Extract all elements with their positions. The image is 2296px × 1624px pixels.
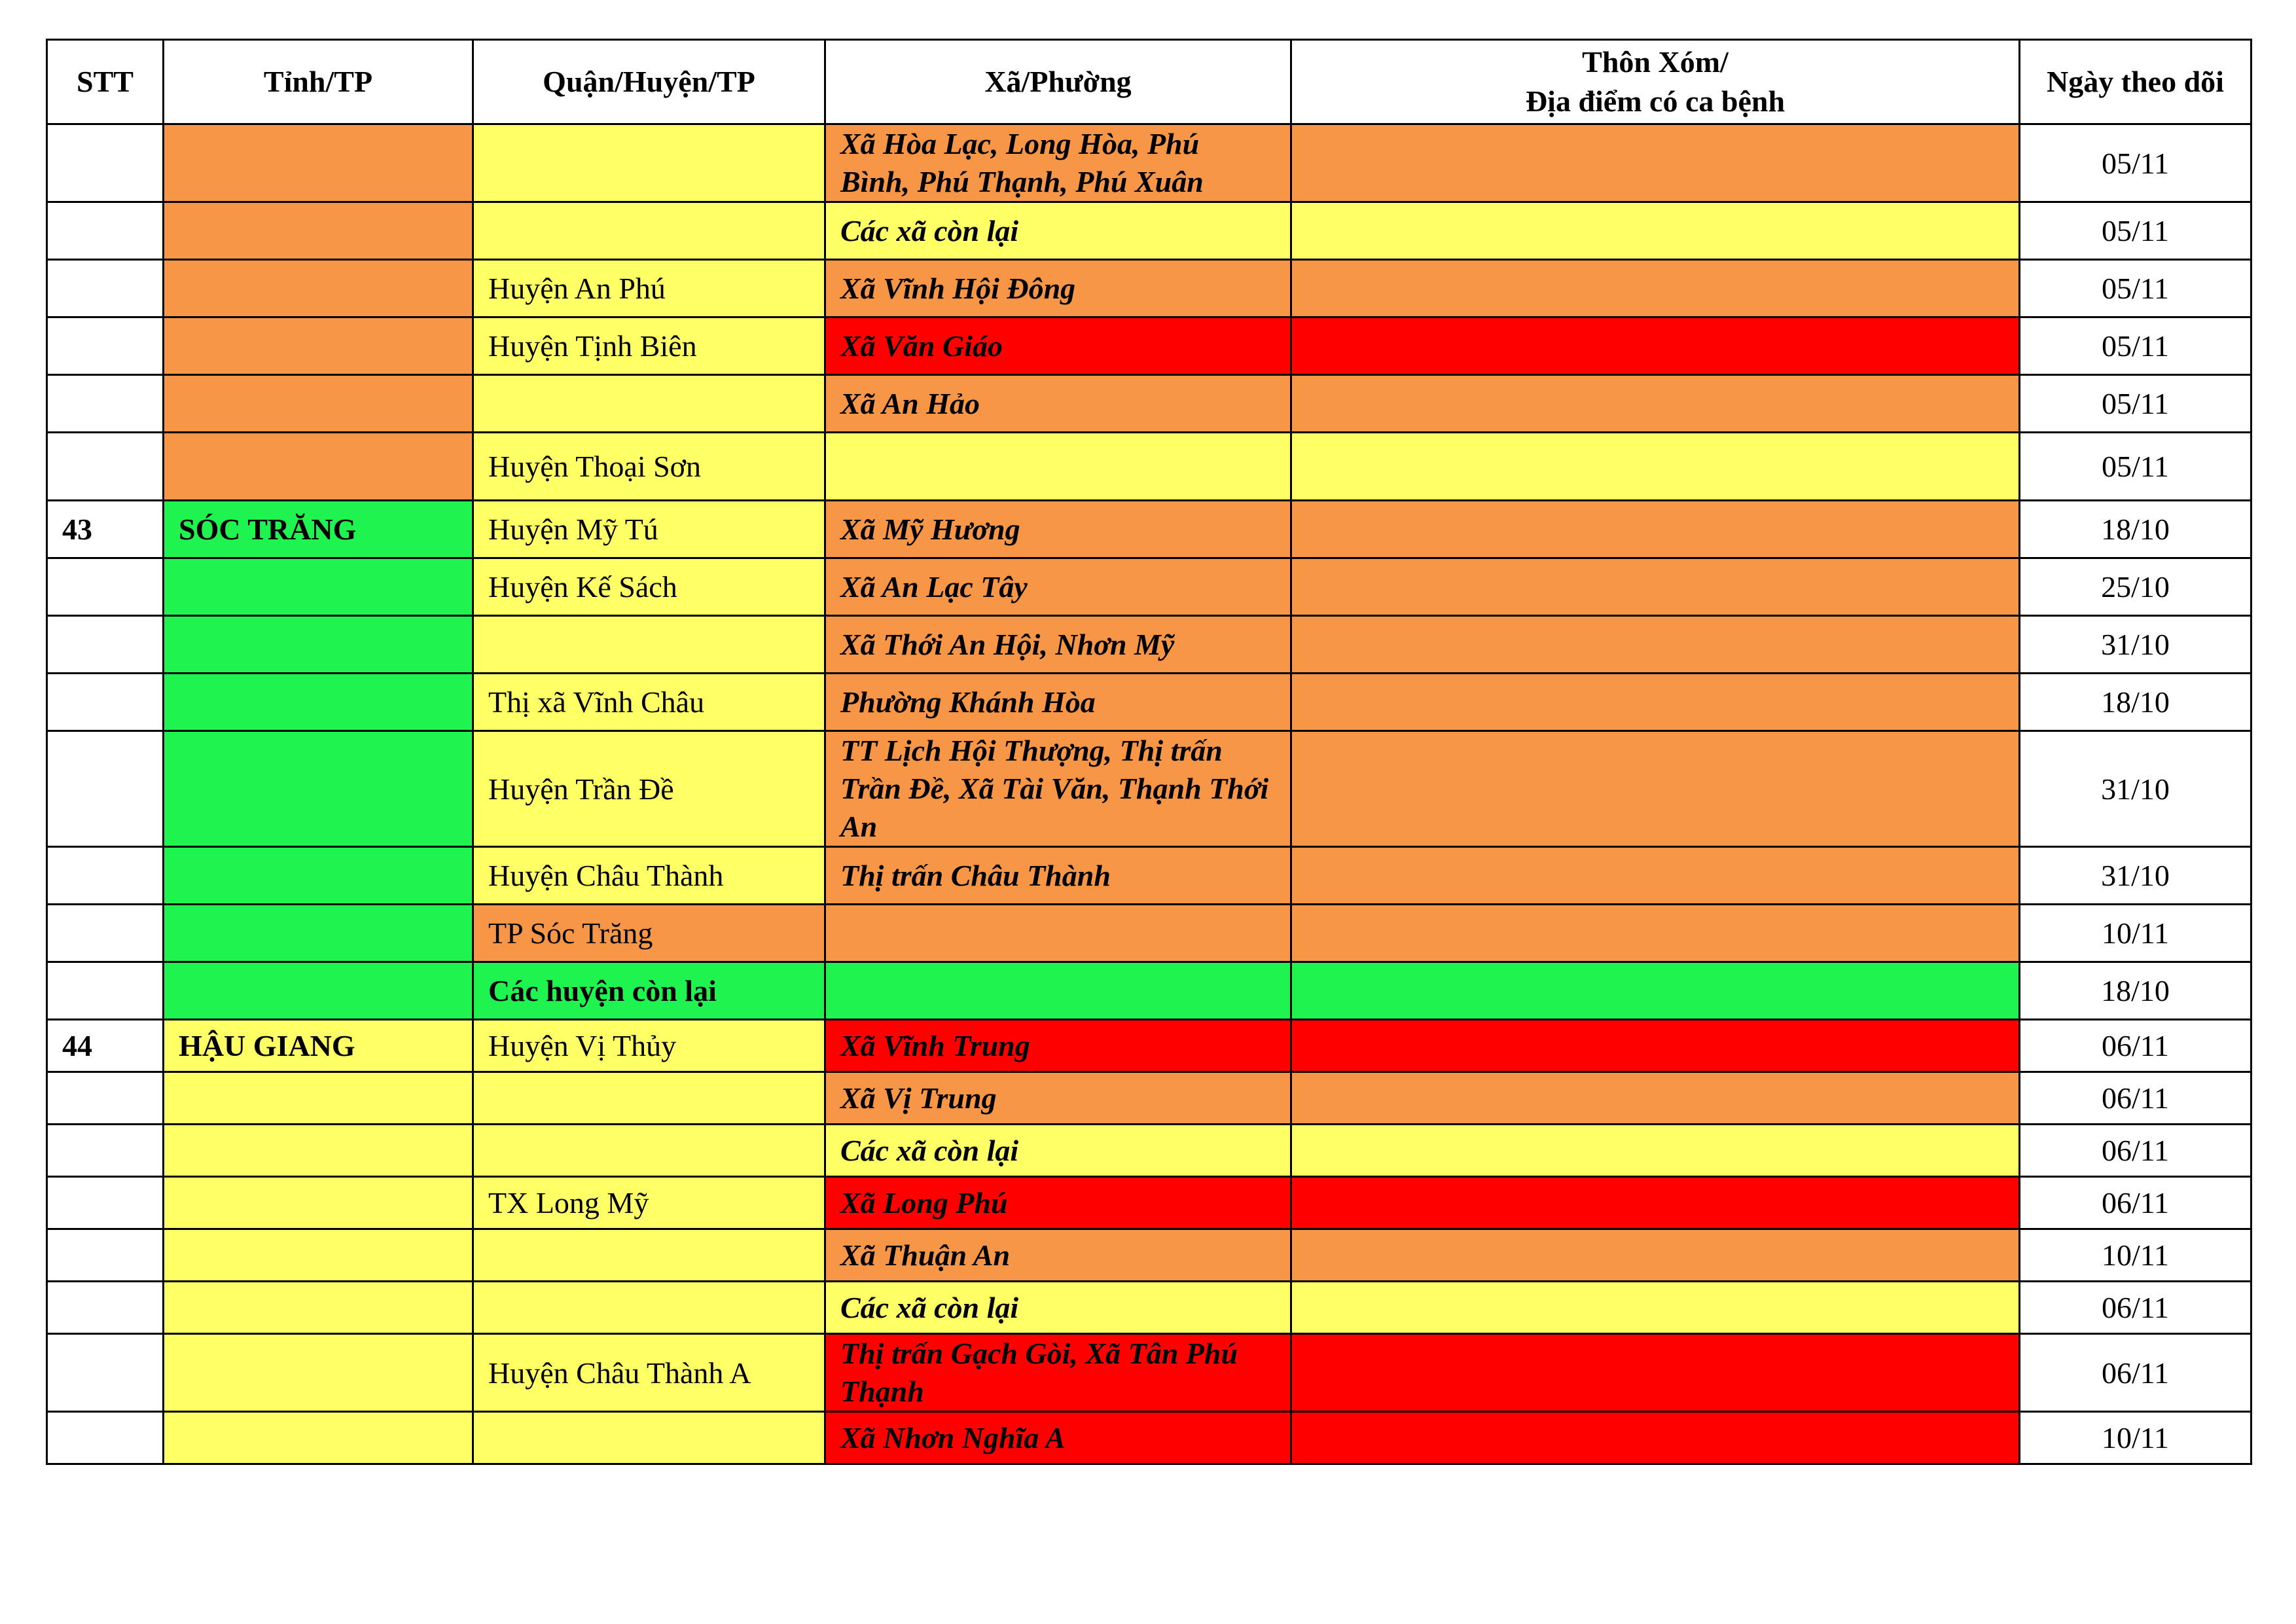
row-ward: Xã Nhơn Nghĩa A — [825, 1412, 1291, 1464]
row-province — [164, 847, 473, 905]
row-date: 10/11 — [2020, 1412, 2251, 1464]
row-province — [164, 124, 473, 202]
row-stt — [47, 616, 164, 674]
row-date: 31/10 — [2020, 616, 2251, 674]
row-date: 06/11 — [2020, 1125, 2251, 1177]
row-ward: Xã An Hảo — [825, 375, 1291, 433]
row-district: Huyện Tịnh Biên — [473, 317, 825, 375]
row-date: 06/11 — [2020, 1334, 2251, 1412]
row-date: 18/10 — [2020, 674, 2251, 731]
row-village — [1291, 1282, 2020, 1334]
row-date: 18/10 — [2020, 962, 2251, 1020]
row-district: Huyện Châu Thành — [473, 847, 825, 905]
header-village-line2: Địa điểm có ca bệnh — [1525, 84, 1785, 118]
row-stt — [47, 1412, 164, 1464]
table-row — [47, 1020, 2251, 1072]
row-village — [1291, 375, 2020, 433]
row-date: 31/10 — [2020, 847, 2251, 905]
row-province — [164, 558, 473, 616]
row-stt — [47, 124, 164, 202]
row-province: SÓC TRĂNG — [164, 501, 473, 558]
row-district: Huyện Trần Đề — [473, 731, 825, 847]
row-ward: Xã Vĩnh Hội Đông — [825, 260, 1291, 317]
table-row — [47, 905, 2251, 962]
row-stt — [47, 1282, 164, 1334]
header-date: Ngày theo dõi — [2020, 40, 2251, 124]
row-province — [164, 1125, 473, 1177]
row-village — [1291, 317, 2020, 375]
row-province — [164, 202, 473, 260]
row-date: 05/11 — [2020, 260, 2251, 317]
row-stt — [47, 317, 164, 375]
table-row — [47, 433, 2251, 501]
row-province — [164, 731, 473, 847]
row-stt — [47, 674, 164, 731]
row-ward — [825, 962, 1291, 1020]
row-stt — [47, 1125, 164, 1177]
row-village — [1291, 202, 2020, 260]
row-ward: Thị trấn Gạch Gòi, Xã Tân Phú Thạnh — [825, 1334, 1291, 1412]
row-province — [164, 317, 473, 375]
table-row — [47, 124, 2251, 202]
row-date: 25/10 — [2020, 558, 2251, 616]
table-row — [47, 1229, 2251, 1282]
table-row — [47, 1412, 2251, 1464]
header-ward: Xã/Phường — [825, 40, 1291, 124]
row-date: 18/10 — [2020, 501, 2251, 558]
row-province — [164, 905, 473, 962]
row-village — [1291, 1125, 2020, 1177]
row-stt — [47, 375, 164, 433]
row-village — [1291, 124, 2020, 202]
row-stt — [47, 1177, 164, 1229]
row-date: 06/11 — [2020, 1072, 2251, 1125]
row-ward: Xã Văn Giáo — [825, 317, 1291, 375]
row-date: 06/11 — [2020, 1020, 2251, 1072]
row-district — [473, 1125, 825, 1177]
row-stt — [47, 1229, 164, 1282]
header-stt: STT — [47, 40, 164, 124]
row-ward: Xã Long Phú — [825, 1177, 1291, 1229]
header-village-line1: Thôn Xóm/ — [1582, 45, 1729, 79]
row-date: 31/10 — [2020, 731, 2251, 847]
row-date: 05/11 — [2020, 433, 2251, 501]
row-stt — [47, 962, 164, 1020]
row-village — [1291, 1177, 2020, 1229]
row-ward: Các xã còn lại — [825, 1282, 1291, 1334]
row-district — [473, 202, 825, 260]
row-district: Huyện Mỹ Tú — [473, 501, 825, 558]
table-row — [47, 501, 2251, 558]
row-stt — [47, 1334, 164, 1412]
table-row — [47, 616, 2251, 674]
row-province — [164, 260, 473, 317]
row-stt — [47, 731, 164, 847]
row-stt — [47, 1072, 164, 1125]
row-village — [1291, 905, 2020, 962]
row-village — [1291, 558, 2020, 616]
row-province — [164, 674, 473, 731]
row-village — [1291, 847, 2020, 905]
row-ward — [825, 905, 1291, 962]
row-ward: Thị trấn Châu Thành — [825, 847, 1291, 905]
row-district — [473, 375, 825, 433]
row-province — [164, 1334, 473, 1412]
row-ward: Các xã còn lại — [825, 202, 1291, 260]
row-village — [1291, 501, 2020, 558]
table-row — [47, 558, 2251, 616]
row-district — [473, 616, 825, 674]
row-district: Huyện Vị Thủy — [473, 1020, 825, 1072]
row-stt: 43 — [47, 501, 164, 558]
header-district: Quận/Huyện/TP — [473, 40, 825, 124]
table-row — [47, 317, 2251, 375]
table-row — [47, 847, 2251, 905]
row-ward: TT Lịch Hội Thượng, Thị trấn Trần Đề, Xã Tài Văn, Thạnh Thới An — [825, 731, 1291, 847]
row-province — [164, 1177, 473, 1229]
row-district: TP Sóc Trăng — [473, 905, 825, 962]
table-row — [47, 202, 2251, 260]
table-row — [47, 731, 2251, 847]
row-date: 06/11 — [2020, 1177, 2251, 1229]
row-village — [1291, 616, 2020, 674]
row-stt — [47, 202, 164, 260]
row-district — [473, 1229, 825, 1282]
row-province — [164, 433, 473, 501]
row-ward: Xã An Lạc Tây — [825, 558, 1291, 616]
row-date: 05/11 — [2020, 124, 2251, 202]
row-village — [1291, 1412, 2020, 1464]
row-province — [164, 616, 473, 674]
row-province — [164, 1229, 473, 1282]
row-district: Huyện Thoại Sơn — [473, 433, 825, 501]
row-date: 10/11 — [2020, 1229, 2251, 1282]
table-row — [47, 1177, 2251, 1229]
row-province — [164, 375, 473, 433]
row-district: TX Long Mỹ — [473, 1177, 825, 1229]
row-village — [1291, 260, 2020, 317]
table-row — [47, 1334, 2251, 1412]
row-district: Các huyện còn lại — [473, 962, 825, 1020]
table-row — [47, 962, 2251, 1020]
table-row — [47, 375, 2251, 433]
row-district — [473, 1072, 825, 1125]
row-village — [1291, 731, 2020, 847]
row-province — [164, 962, 473, 1020]
row-stt — [47, 905, 164, 962]
row-province — [164, 1412, 473, 1464]
row-village — [1291, 1334, 2020, 1412]
row-ward: Xã Hòa Lạc, Long Hòa, Phú Bình, Phú Thạnh, Phú Xuân — [825, 124, 1291, 202]
row-stt: 44 — [47, 1020, 164, 1072]
row-ward: Phường Khánh Hòa — [825, 674, 1291, 731]
row-district: Thị xã Vĩnh Châu — [473, 674, 825, 731]
row-date: 05/11 — [2020, 317, 2251, 375]
row-district — [473, 124, 825, 202]
table-row — [47, 1125, 2251, 1177]
row-ward: Xã Thuận An — [825, 1229, 1291, 1282]
table-row — [47, 1282, 2251, 1334]
row-date: 05/11 — [2020, 202, 2251, 260]
row-stt — [47, 847, 164, 905]
row-ward: Xã Vĩnh Trung — [825, 1020, 1291, 1072]
row-date: 10/11 — [2020, 905, 2251, 962]
row-stt — [47, 260, 164, 317]
row-ward — [825, 433, 1291, 501]
row-province — [164, 1282, 473, 1334]
row-village — [1291, 674, 2020, 731]
row-ward: Xã Thới An Hội, Nhơn Mỹ — [825, 616, 1291, 674]
row-ward: Xã Vị Trung — [825, 1072, 1291, 1125]
row-district: Huyện An Phú — [473, 260, 825, 317]
row-district: Huyện Kế Sách — [473, 558, 825, 616]
row-district — [473, 1282, 825, 1334]
header-province: Tỉnh/TP — [164, 40, 473, 124]
row-ward: Các xã còn lại — [825, 1125, 1291, 1177]
row-date: 05/11 — [2020, 375, 2251, 433]
row-district — [473, 1412, 825, 1464]
row-village — [1291, 1229, 2020, 1282]
row-province — [164, 1072, 473, 1125]
row-village — [1291, 962, 2020, 1020]
row-ward: Xã Mỹ Hương — [825, 501, 1291, 558]
row-stt — [47, 433, 164, 501]
row-district: Huyện Châu Thành A — [473, 1334, 825, 1412]
table-row — [47, 260, 2251, 317]
row-date: 06/11 — [2020, 1282, 2251, 1334]
row-village — [1291, 1020, 2020, 1072]
row-village — [1291, 433, 2020, 501]
header-village — [1291, 40, 2020, 124]
table-row — [47, 1072, 2251, 1125]
table-row — [47, 674, 2251, 731]
header-row — [47, 40, 2251, 124]
covid-zone-table — [46, 39, 2252, 1465]
row-province: HẬU GIANG — [164, 1020, 473, 1072]
row-village — [1291, 1072, 2020, 1125]
row-stt — [47, 558, 164, 616]
